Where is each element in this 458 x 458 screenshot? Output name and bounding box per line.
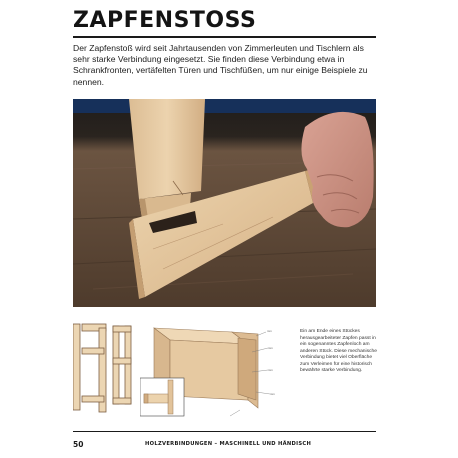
intro-paragraph: Der Zapfenstoß wird seit Jahrtausenden von Zimmerleuten und Tischlern als sehr starke Verbindung eingesetzt. Sie finden diese Verbindung etwa in Schrankfronten, vertäfelten Türen und Tischfüßen, um nur einige Beispiele zu nennen. xyxy=(73,43,368,87)
mortise-tenon-photo xyxy=(73,99,376,307)
door-frame-sketch xyxy=(73,322,133,414)
svg-text:mm: mm xyxy=(270,392,275,396)
tenon-joint-render xyxy=(140,322,290,420)
svg-text:mm: mm xyxy=(267,329,272,333)
frame-sketch-drawing xyxy=(73,322,133,414)
svg-text:mm: mm xyxy=(268,368,273,372)
joint-render-drawing xyxy=(140,322,290,420)
title-rule xyxy=(73,36,376,38)
page-number: 50 xyxy=(73,440,84,449)
figure-caption: Ein am Ende eines Stückes herausgearbeiteter Zapfen passt in ein sogenanntes Zapfenloch am anderen Stück. Diese mechanische Verbindung bietet viel Oberfläche zum Verleimen für eine historisch bewährte starke Verbindung. xyxy=(300,329,377,373)
photo-illustration xyxy=(73,99,376,307)
footer-rule xyxy=(73,431,376,432)
svg-text:mm: mm xyxy=(268,346,273,350)
running-footer: HOLZVERBINDUNGEN – MASCHINELL UND HÄNDISCH xyxy=(145,441,312,447)
sleeve xyxy=(73,99,376,113)
vertical-rail xyxy=(129,99,205,199)
page-title: ZAPFENSTOSS xyxy=(73,8,257,33)
